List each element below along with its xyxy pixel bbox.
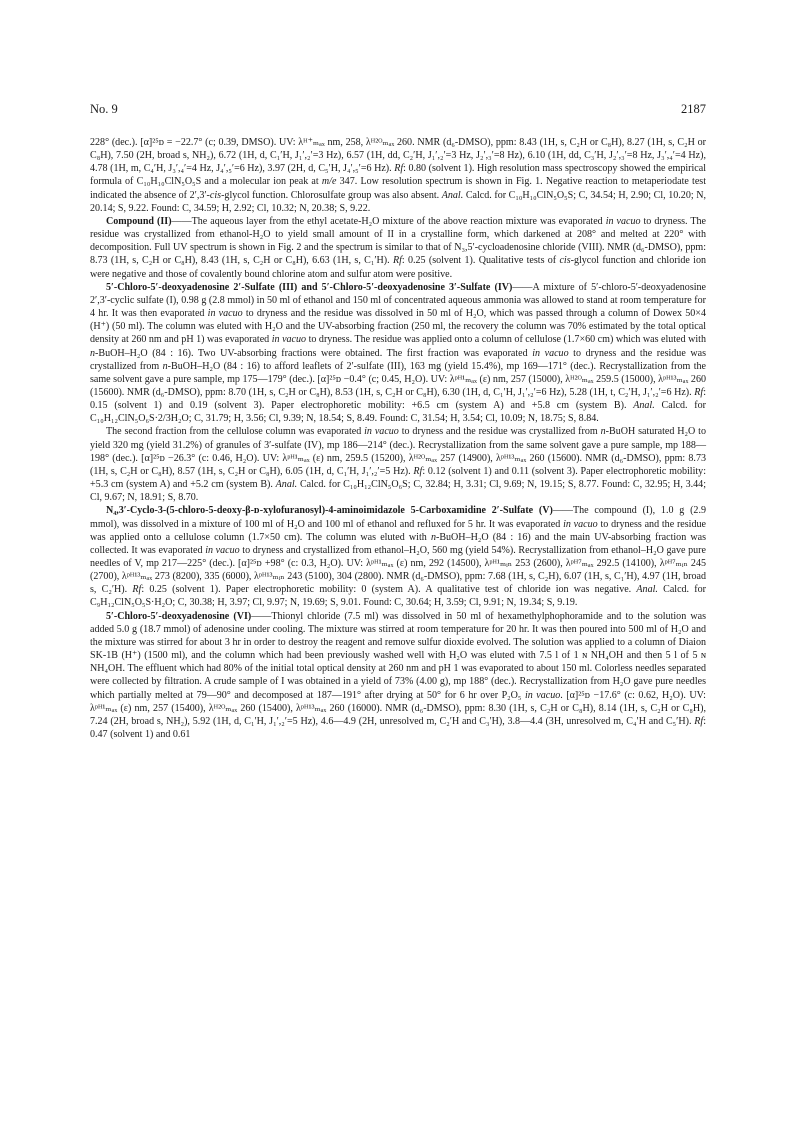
body-text: -glycol function. Chlorosulfate group was also absent. [221, 189, 442, 201]
body-text: -BuOH–H₂O (84 : 16) to afford leaflets of 2′-sulfate (III), 163 mg (yield 15.4%), mp 169—171° (dec.). Recrystallization from the same solvent gave a pure sample, mp 175—179° (dec.). [α]²⁵ᴅ −0.4° (c; 0.45, H₂O). UV: λᵖᴴ¹ₘₐₓ (ε) nm, 257 (15000), λᴴ²ᴼₘₐₓ 259.5 (15000), λᵖᴴ¹³ₘₐₓ 260 (15600). NMR (d₆-DMSO), ppm: 8.70 (1H, s, C₂H or C₈H), 8.53 (1H, s, C₂H or C₈H), 6.30 (1H, d, C₁′H, J₁′,₂′=6 Hz), 5.28 (1H, t, C₂′H, J₁′,₂′=6 Hz). [90, 360, 706, 398]
body-text: -BuOH–H₂O (84 : 16). Two UV-absorbing fractions were obtained. The first fraction was evaporated [95, 347, 533, 359]
italic-text: Rf [394, 163, 404, 175]
body-text: : 0.12 (solvent 1) and 0.11 (solvent 3). Paper electrophoretic mobility: +5.3 cm (system A) and +5.2 cm (system B). [90, 465, 706, 491]
italic-text: in vacuo [532, 347, 569, 359]
body-text: to dryness and crystallized from ethanol–H₂O, 560 mg (yield 54%). Recrystallization from ethanol–H₂O gave pure needles of V, mp 217—225° (dec.). [α]²⁵ᴅ +98° (c: 0.3, H₂O). UV: λᵖᴴ¹ₘₐₓ (ε) nm, 292 (14500), λᵖᴴ¹ₘᵢₙ 253 (2600), λᵖᴴ⁷ₘₐₓ 292.5 (14100), λᵖᴴ⁷ₘᵢₙ 245 (2700), λᵖᴴ¹³ₘₐₓ 273 (8200), 335 (6000), λᵖᴴ¹³ₘᵢₙ 243 (5100), 304 (2800). NMR (d₆-DMSO), ppm: 7.68 (1H, s, C₂H), 6.07 (1H, s, C₁′H), 4.97 (1H, broad s, C₂′H). [90, 544, 706, 596]
body-text: ——The aqueous layer from the ethyl acetate-H₂O mixture of the above reaction mixture was evaporated [171, 215, 606, 227]
body-text: to dryness. The residue was applied onto a column of cellulose (1.7×60 cm) which was eluted with [306, 334, 706, 346]
paragraph-p2 [90, 215, 706, 281]
italic-text: in vacuo [207, 308, 243, 320]
body-text: : 0.25 (solvent 1). Paper electrophoretic mobility: 0 (system A). A qualitative test of chloride ion was negative. [141, 584, 637, 596]
body-text: . [α]²⁵ᴅ −17.6° (c: 0.62, H₂O). UV: λᵖᴴ¹ₘₐₓ (ε) nm, 257 (15400), λᴴ²ᴼₘₐₓ 260 (15400), λᵖᴴ¹³ₘₐₓ 260 (16000). NMR (d₆-DMSO), ppm: 8.30 (1H, s, C₂H or C₈H), 8.14 (1H, s, C₂H or C₈H), 7.24 (2H, broad s, NH₂), 5.92 (1H, d, C₁′H, J₁′,₂′=5 Hz), 4.6—4.9 (2H, unresolved m, C₂′H and C₃′H), 3.8—4.4 (3H, unresolved m, C₄′H and C₅′H). [90, 689, 706, 727]
italic-text: Rf [694, 386, 704, 398]
body-text: ——The compound (I), 1.0 g (2.9 mmol), was dissolved in a mixture of 100 ml of H₂O and 100 ml of ethanol and refluxed for 5 hr. It was evaporated [90, 505, 706, 530]
italic-text: Rf [694, 715, 704, 727]
issue-number: No. 9 [90, 102, 118, 116]
italic-text: n [162, 360, 168, 372]
italic-text: Anal. [441, 189, 464, 201]
body-text: to dryness and the residue was applied onto a cellulose column (1.7×50 cm). The column was eluted with [90, 518, 706, 543]
italic-text: in vacuo [364, 426, 399, 438]
body-text: to dryness and the residue was crystallized from [90, 347, 706, 372]
page-header [90, 102, 706, 120]
body-text: Calcd. for C₁₀H₁₀ClN₅O₅S; C, 34.54; H, 2.90; Cl, 10.20; N, 20.14; S, 9.22. Found: C, 34.59; H, 2.92; Cl, 10.32; N, 20.38; S, 9.22. [90, 189, 707, 214]
body-text: ——Thionyl chloride (7.5 ml) was dissolved in 50 ml of hexamethylphophoramide and to the solution was added 5.0 g (18.7 mmol) of adenosine under cooling. The mixture was stirred at room temperature for 20 hr. It was then poured into 500 ml of H₂O and the mixture was stirred for about 3 hr in order to destroy the reagent and remove sulfur dioxide evolved. The solution was applied to a column of Diaion SK-1B (H⁺) (1500 ml), and the column which had been previously washed well with H₂O was eluted with 7.5 l of 1 ɴ NH₄OH and then 5 l of 5 ɴ NH₄OH. The effluent which had 80% of the initial total optical density at 260 nm and pH 1 was evaporated to about 150 ml. Colorless needles separated were collected by filtration. A crude sample of I was obtained in a yield of 73% (4.00 g), mp 188° (dec.). Recrystallization from H₂O gave pure needles which partially melted at 79—90° and decomposed at 187—191° after drying at 50° for 6 hr over P₂O₅ [90, 610, 706, 701]
italic-text: cis [559, 255, 571, 267]
italic-text: Rf [392, 255, 402, 267]
body-text: -BuOH–H₂O (84 : 16) and the main UV-absorbing fraction was collected. It was evaporated [90, 531, 707, 556]
body-text: Calcd. for C₁₀H₁₂ClN₅O₆S·2/3H₂O; C, 31.79; H, 3.56; Cl, 9.39; N, 18.54; S, 8.49. Found: C, 31.54; H, 3.54; Cl, 10.09; N, 18.75; S, 8.84. [90, 400, 706, 425]
page-number: 2187 [681, 102, 706, 116]
italic-text: n [600, 426, 606, 438]
body-text: : 0.25 (solvent 1). Qualitative tests of [401, 255, 560, 267]
body-text: The second fraction from the cellulose column was evaporated [106, 426, 365, 438]
italic-text: Rf [413, 465, 423, 477]
italic-text: Rf [132, 584, 142, 596]
italic-text: in vacuo [563, 518, 598, 530]
italic-text: Anal. [636, 584, 658, 596]
italic-text: m/e [321, 176, 337, 188]
italic-text: Anal. [633, 400, 655, 412]
body-text: -BuOH saturated H₂O to yield 320 mg (yield 31.2%) of granules of 3′-sulfate (IV), mp 186—214° (dec.). Recrystallization from the same solvent gave a pure sample, mp 188—198° (dec.). [α]²⁵ᴅ −26.3° (c: 0.46, H₂O). UV: λᵖᴴ¹ₘₐₓ (ε) nm, 259.5 (15200), λᴴ²ᴼₘₐₓ 257 (14900), λᵖᴴ¹³ₘₐₓ 260 (15600). NMR (d₆-DMSO), ppm: 8.73 (1H, s, C₂H or C₈H), 8.57 (1H, s, C₂H or C₈H), 6.05 (1H, d, C₁′H, J₁′,₂′=5 Hz). [90, 426, 706, 477]
italic-text: in vacuo [205, 544, 240, 556]
body-text: 347. Low resolution spectrum is shown in Fig. 1. Negative reaction to metaperiodate test indicated the absence of 2′,3′- [90, 176, 706, 201]
section-heading: 5′-Chloro-5′-deoxyadenosine 2′-Sulfate (III) and 5′-Chloro-5′-deoxyadenosine 3′-Sulfate (IV) [106, 281, 513, 293]
body-text: : 0.47 (solvent 1) and 0.61 [90, 715, 706, 741]
body-text: to dryness and the residue was dissolved in 50 ml of H₂O, which was passed through a column of Dowex 50×4 (H⁺) (50 ml). The column was eluted with H₂O and the UV-absorbing fraction (250 ml, the recovery the column was 70% estimated by the total optical density at 260 nm and pH 1) was evaporated [90, 308, 706, 346]
section-heading: N₄,3′-Cyclo-3-(5-chloro-5-deoxy-β-ᴅ-xylofuranosyl)-4-aminoimidazole 5-Carboxamidine 2′-Sulfate (V) [106, 505, 553, 517]
paragraph-p1 [90, 136, 706, 215]
italic-text: n [430, 531, 436, 543]
italic-text: in vacuo [605, 215, 641, 227]
paragraph-p5 [90, 504, 706, 609]
body-text: ——A mixture of 5′-chloro-5′-deoxyadenosine 2′,3′-cyclic sulfate (I), 0.98 g (2.8 mmol) in 50 ml of ethanol and 150 ml of concentrated aqueous ammonia was allowed to stand at room temperature for 4 hr. It was then evaporated [90, 281, 707, 320]
italic-text: in vacuo [524, 689, 561, 701]
section-heading: Compound (II) [106, 215, 172, 227]
body-text: to dryness and the residue was crystallized from [398, 426, 601, 438]
body-text: -glycol function and chloride ion were negative and those of covalently bound chlorine atom and sulfur atom were positive. [90, 255, 707, 280]
paragraph-p6 [90, 610, 706, 742]
body-text: : 0.80 (solvent 1). High resolution mass spectroscopy showed the empirical formula of C₁₀H₁₀ClN₅O₅S and a molecular ion peak at [90, 163, 706, 188]
article-body [90, 136, 706, 741]
body-text: Calcd. for C₉H₁₂ClN₅O₅S·H₂O; C, 30.38; H, 3.97; Cl, 9.97; N, 19.69; S, 9.01. Found: C, 30.64; H, 3.59; Cl, 9.91; N, 19.34; S, 9.19. [90, 584, 706, 609]
body-text: to dryness. The residue was crystallized from ethanol-H₂O to yield small amount of II in a crystalline form, which darkened at 208° and melted at 220° with decomposition. Full UV spectrum is shown in Fig. 2 and the spectrum is similar to that of N₃,5′-cycloadenosine chloride (VIII). NMR (d₆-DMSO), ppm: 8.73 (1H, s, C₂H or C₈H), 8.43 (1H, s, C₂H or C₈H), 6.63 (1H, s, C₁′H). [90, 215, 706, 267]
paragraph-p3 [90, 281, 706, 426]
italic-text: cis [209, 189, 222, 201]
paragraph-p4 [90, 425, 706, 504]
section-heading: 5′-Chloro-5′-deoxyadenosine (VI) [106, 610, 252, 622]
italic-text: in vacuo [271, 334, 307, 346]
italic-text: n [90, 347, 96, 359]
body-text: 228° (dec.). [α]²⁵ᴅ = −22.7° (c; 0.39, DMSO). UV: λᴴ⁺ₘₐₓ nm, 258, λᴴ²ᴼₘₐₓ 260. NMR (d₆-DMSO), ppm: 8.43 (1H, s, C₂H or C₈H), 8.27 (1H, s, C₂H or C₈H), 7.50 (2H, broad s, NH₂), 6.72 (1H, d, C₁′H, J₁′,₂′=3 Hz), 6.57 (1H, dd, C₂′H, J₁′,₂′=3 Hz, J₂′,₃′=8 Hz), 6.10 (1H, dd, C₃′H, J₂′,₃′=8 Hz, J₃′,₄′=4 Hz), 4.78 (1H, m, C₄′H, J₃′,₄′=4 Hz, J₄′,₅′=6 Hz), 3.97 (2H, d, C₅′H, J₄′,₅′=6 Hz). [90, 137, 706, 175]
body-text: Calcd. for C₁₀H₁₂ClN₅O₆S; C, 32.84; H, 3.31; Cl, 9.69; N, 19.15; S, 8.77. Found: C, 32.95; H, 3.44; Cl, 9.67; N, 18.91; S, 8.70. [90, 479, 706, 504]
italic-text: Anal. [275, 479, 298, 491]
body-text: : 0.15 (solvent 1) and 0.19 (solvent 3). Paper electrophoretic mobility: +6.5 cm (system A) and +5.8 cm (system B). [90, 386, 706, 412]
